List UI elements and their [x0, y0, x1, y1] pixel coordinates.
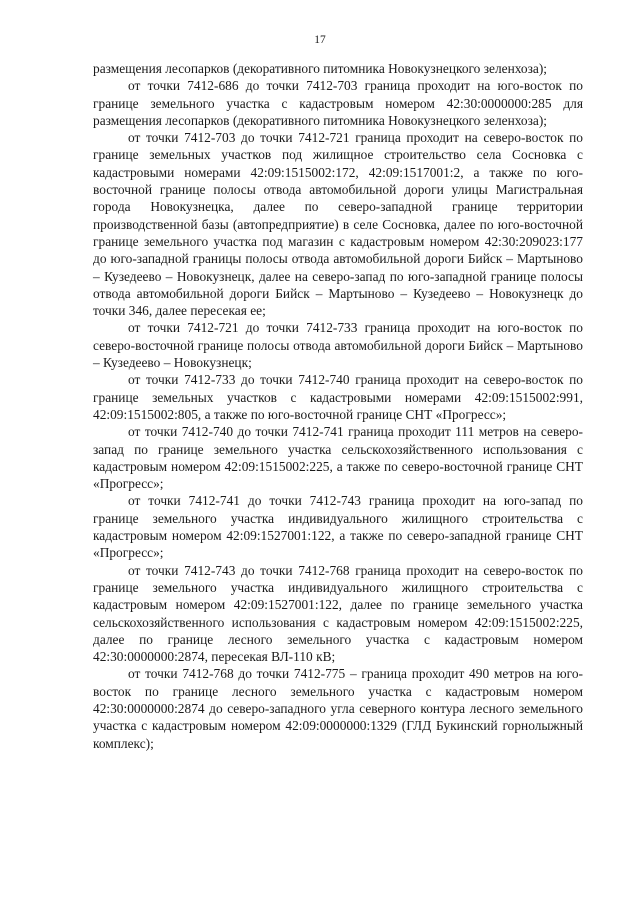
- paragraph: от точки 7412-741 до точки 7412-743 граница проходит на юго-запад по границе земельного участка индивидуального жилищного строительства с кадастровым номером 42:09:1527001:122, а также по северо-западной границе СНТ «Прогресс»;: [93, 493, 583, 561]
- paragraph: от точки 7412-686 до точки 7412-703 граница проходит на юго-восток по границе земельного участка с кадастровым номером 42:30:0000000:285 для размещения лесопарков (декоративного питомника Новокузнецкого зеленхоза);: [93, 78, 583, 128]
- paragraph: от точки 7412-743 до точки 7412-768 граница проходит на северо-восток по границе земельного участка индивидуального жилищного строительства с кадастровым номером 42:09:1527001:122, далее по границе земельного участка сельскохозяйственного использования с кадастровым номером 42:09:1515002:225, далее по границе лесного земельного участка с кадастровым номером 42:30:0000000:2874, пересекая ВЛ-110 кВ;: [93, 562, 583, 665]
- paragraph: размещения лесопарков (декоративного питомника Новокузнецкого зеленхоза);: [93, 61, 548, 76]
- paragraph: от точки 7412-740 до точки 7412-741 граница проходит 111 метров на северо-запад по границе земельного участка сельскохозяйственного использования с кадастровым номером 42:09:1515002:225, а также по северо-восточной границе СНТ «Прогресс»;: [93, 424, 583, 492]
- page-number: 17: [314, 34, 326, 46]
- paragraph: от точки 7412-703 до точки 7412-721 граница проходит на северо-восток по границе земельных участков под жилищное строительство села Сосновка с кадастровыми номерами 42:09:1515002:172, 42:09:1517001:2, а также по юго-восточной границе полосы отвода автомобильной дороги улицы Магистральная города Новокузнецка, далее по северо-западной границе территории производственной базы (автопредприятие) в селе Сосновка, далее по юго-восточной границе земельного участка под магазин с кадастровым номером 42:30:209023:177 до юго-западной границы полосы отвода автомобильной дороги Бийск – Мартыново – Кузедеево – Новокузнецк, далее на северо-запад по юго-западной границе полосы отвода автомобильной дороги Бийск – Мартыново – Кузедеево – Новокузнецк до точки 346, далее пересекая ее;: [93, 130, 583, 319]
- paragraph: от точки 7412-733 до точки 7412-740 граница проходит на северо-восток по границе земельных участков с кадастровыми номерами 42:09:1515002:991, 42:09:1515002:805, а также по юго-восточной границе СНТ «Прогресс»;: [93, 372, 583, 422]
- document-body: [93, 60, 583, 752]
- paragraph: от точки 7412-768 до точки 7412-775 – граница проходит 490 метров на юго-восток по границе лесного земельного участка с кадастровым номером 42:30:0000000:2874 до северо-западного угла северного контура лесного земельного участка с кадастровым номером 42:09:0000000:1329 (ГЛД Букинский горнолыжный комплекс);: [93, 666, 583, 751]
- paragraph: от точки 7412-721 до точки 7412-733 граница проходит на юго-восток по северо-восточной границе полосы отвода автомобильной дороги Бийск – Мартыново – Кузедеево – Новокузнецк;: [93, 320, 583, 371]
